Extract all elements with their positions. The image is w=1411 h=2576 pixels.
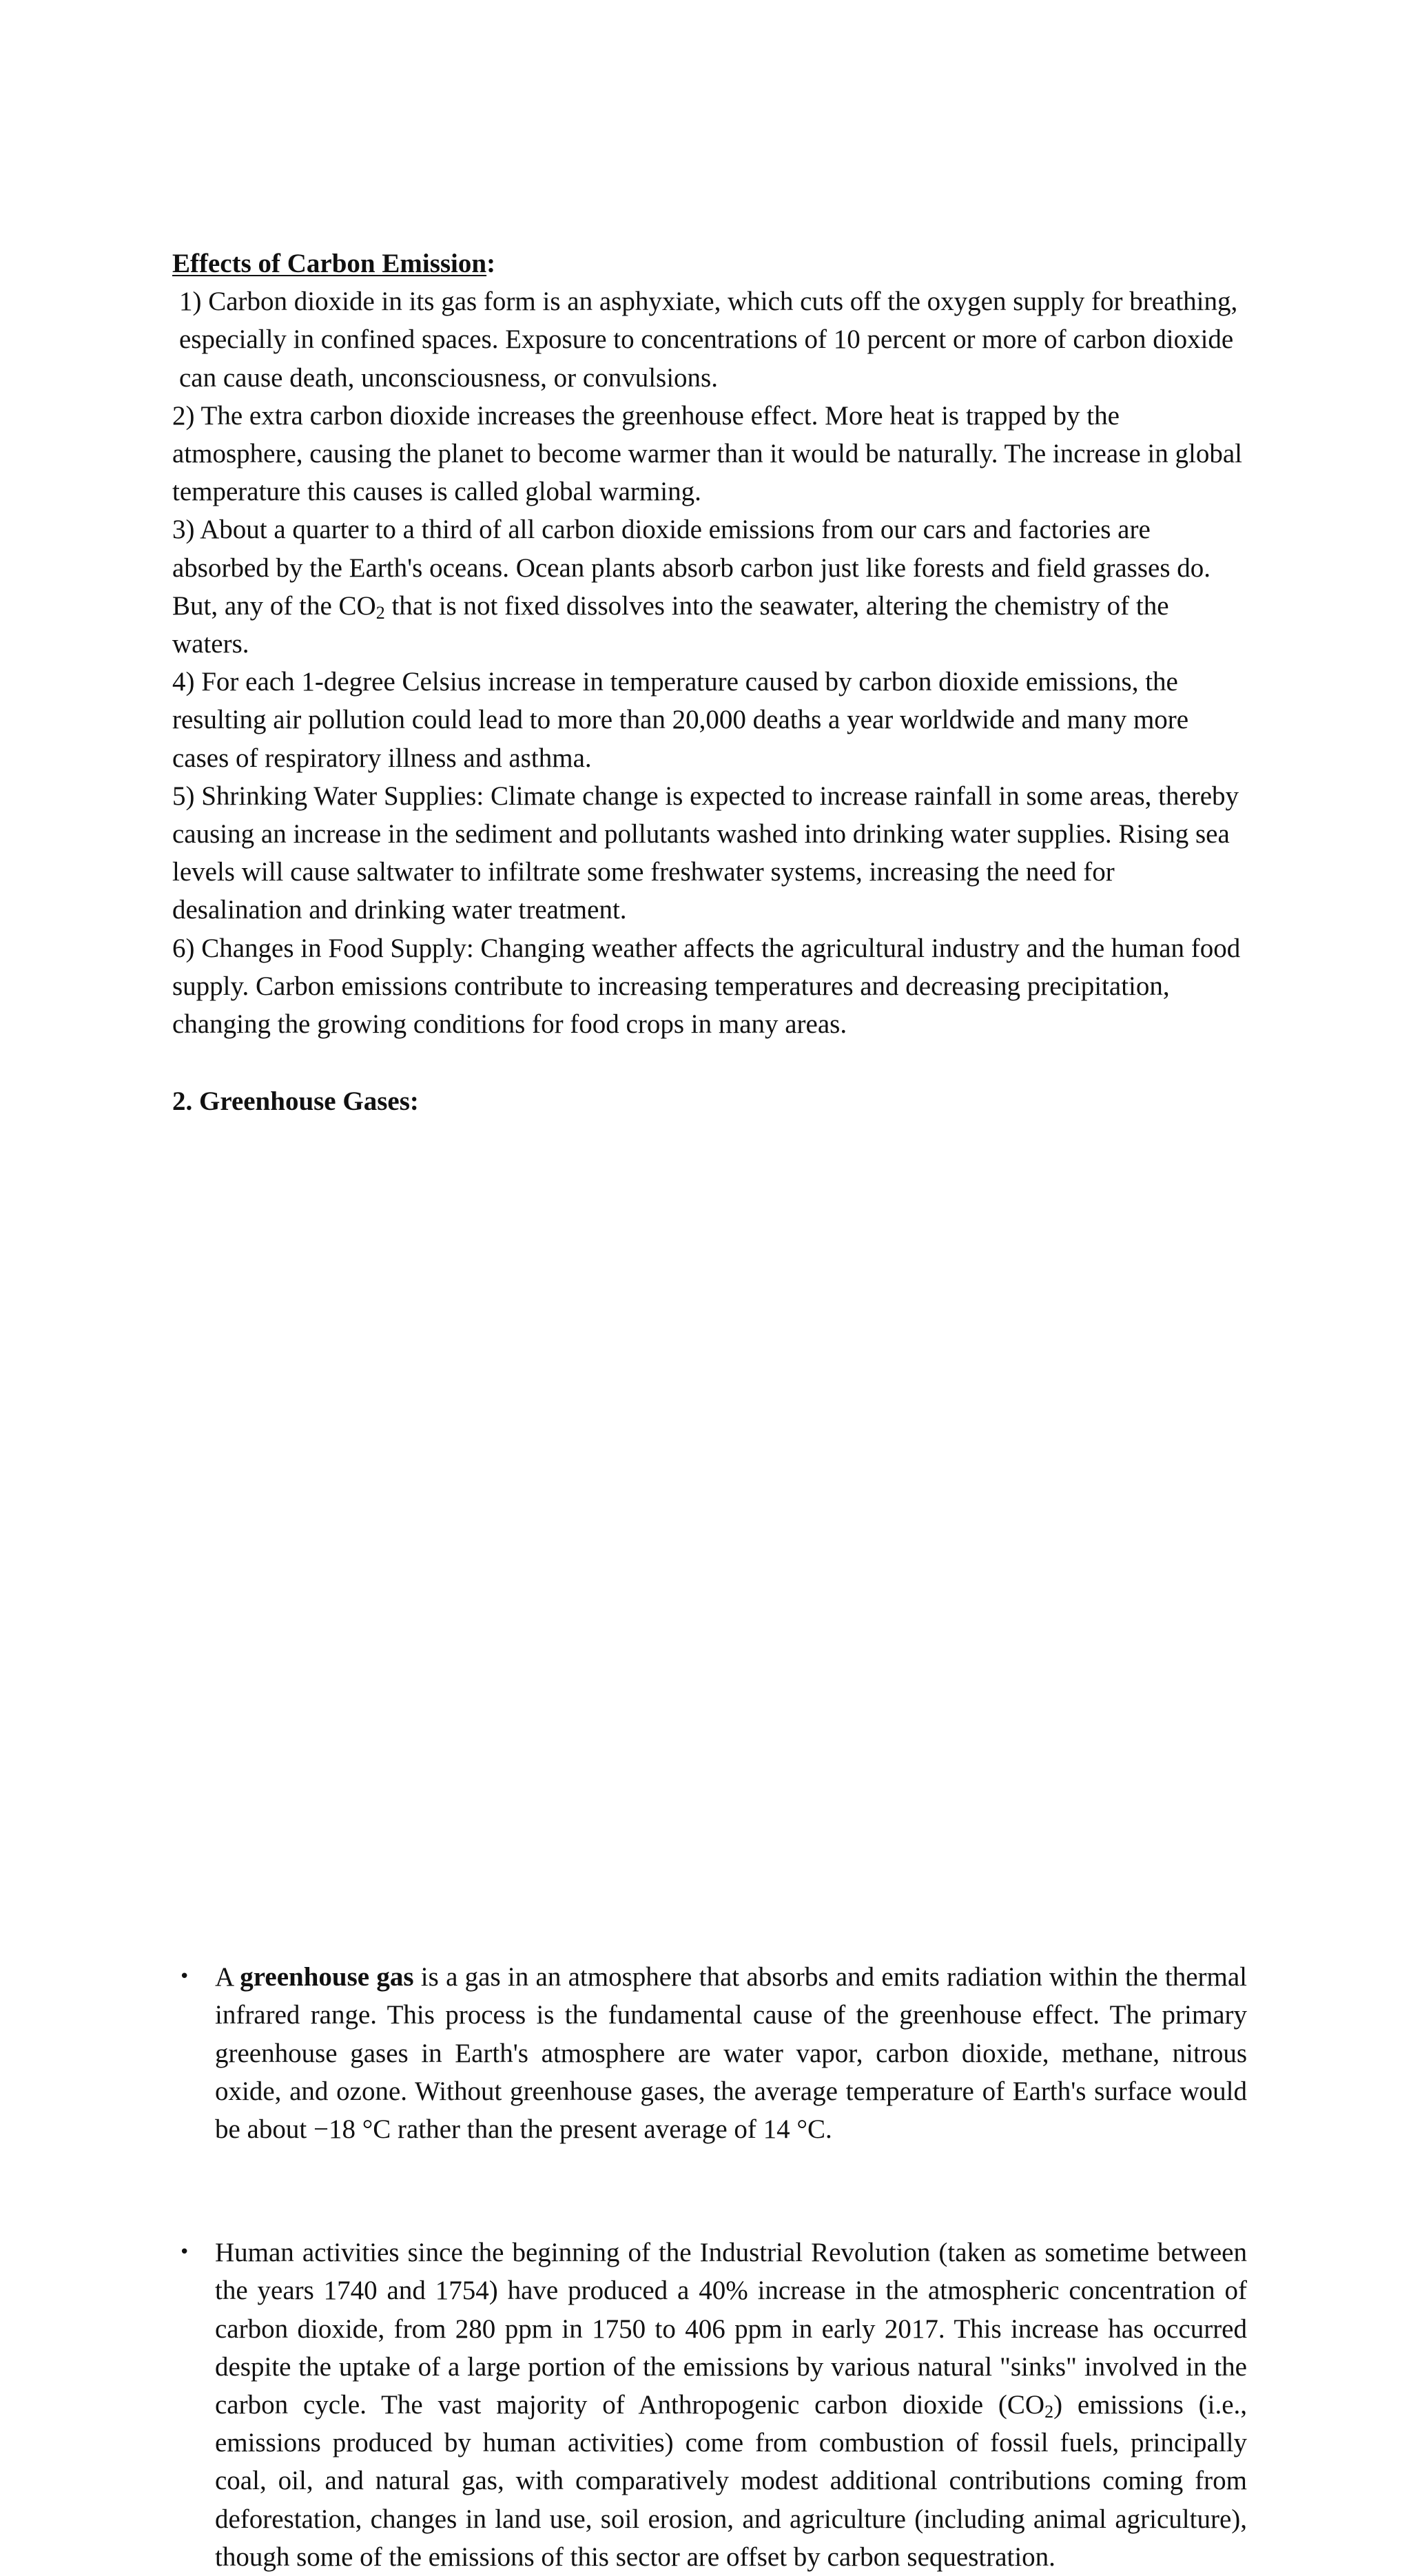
effects-section [172,245,1247,1043]
bullet-icon: • [179,1966,190,1988]
document-page [172,245,1248,2572]
effect-item-2: 2) The extra carbon dioxide increases the greenhouse effect. More heat is trapped by the atmosphere, causing the planet to become warmer than it would be naturally. The increase in global temperature this causes is called global warming. [172,400,1242,507]
effect-item-5: 5) Shrinking Water Supplies: Climate change is expected to increase rainfall in some areas, thereby causing an increase in the sediment and pollutants washed into drinking water supplies. Rising sea levels will cause saltwater to infiltrate some freshwater systems, increasing the need for desalination and drinking water treatment. [172,781,1239,925]
section-heading-greenhouse: 2. Greenhouse Gases: [172,1086,419,1116]
bullet-icon: • [179,2242,190,2263]
effect-item-4: 4) For each 1-degree Celsius increase in temperature caused by carbon dioxide emissions, the resulting air pollution could lead to more than 20,000 deaths a year worldwide and many more cases of respiratory illness and asthma. [172,667,1189,773]
effect-item-3: 3) About a quarter to a third of all carbon dioxide emissions from our cars and factories are absorbed by the Earth's oceans. Ocean plants absorb carbon just like forests and field grasses do. But, any of the $CO_2$ that is not fixed dissolves into the seawater, altering the chemistry of the waters. [172,515,1211,659]
section-heading-effects: Effects of Carbon Emission: [172,249,496,278]
bullet-text-1: A greenhouse gas is a gas in an atmosphere that absorbs and emits radiation within the thermal infrared range. This process is the fundamental cause of the greenhouse effect. The primary greenhouse gases in Earth's atmosphere are water vapor, carbon dioxide, methane, nitrous oxide, and ozone. Without greenhouse gases, the average temperature of Earth's surface would be about −18 °C rather than the present average of 14 °C. [215,1962,1248,2145]
effect-item-1: 1) Carbon dioxide in its gas form is an asphyxiate, which cuts off the oxygen supply for breathing, especially in confined spaces. Exposure to concentrations of 10 percent or more of carbon dioxide can cause death, unconsciousness, or convulsions. [179,287,1238,393]
effect-item-6: 6) Changes in Food Supply: Changing weather affects the agricultural industry and the human food supply. Carbon emissions contribute to increasing temperatures and decreasing precipitation, changing the growing conditions for food crops in many areas. [172,933,1241,1040]
bullet-text-2: Human activities since the beginning of the Industrial Revolution (taken as sometime between the years 1740 and 1754) have produced a 40% increase in the atmospheric concentration of carbon dioxide, from 280 ppm in 1750 to 406 ppm in early 2017. This increase has occurred despite the uptake of a large portion of the emissions by various natural "sinks" involved in the carbon cycle. The vast majority of Anthropogenic carbon dioxide $(CO_2)$ emissions (i.e., emissions produced by human activities) come from combustion of fossil fuels, principally coal, oil, and natural gas, with comparatively modest additional contributions coming from deforestation, changes in land use, soil erosion, and agriculture (including animal agriculture), though some of the emissions of this sector are offset by carbon sequestration. [215,2238,1248,2572]
